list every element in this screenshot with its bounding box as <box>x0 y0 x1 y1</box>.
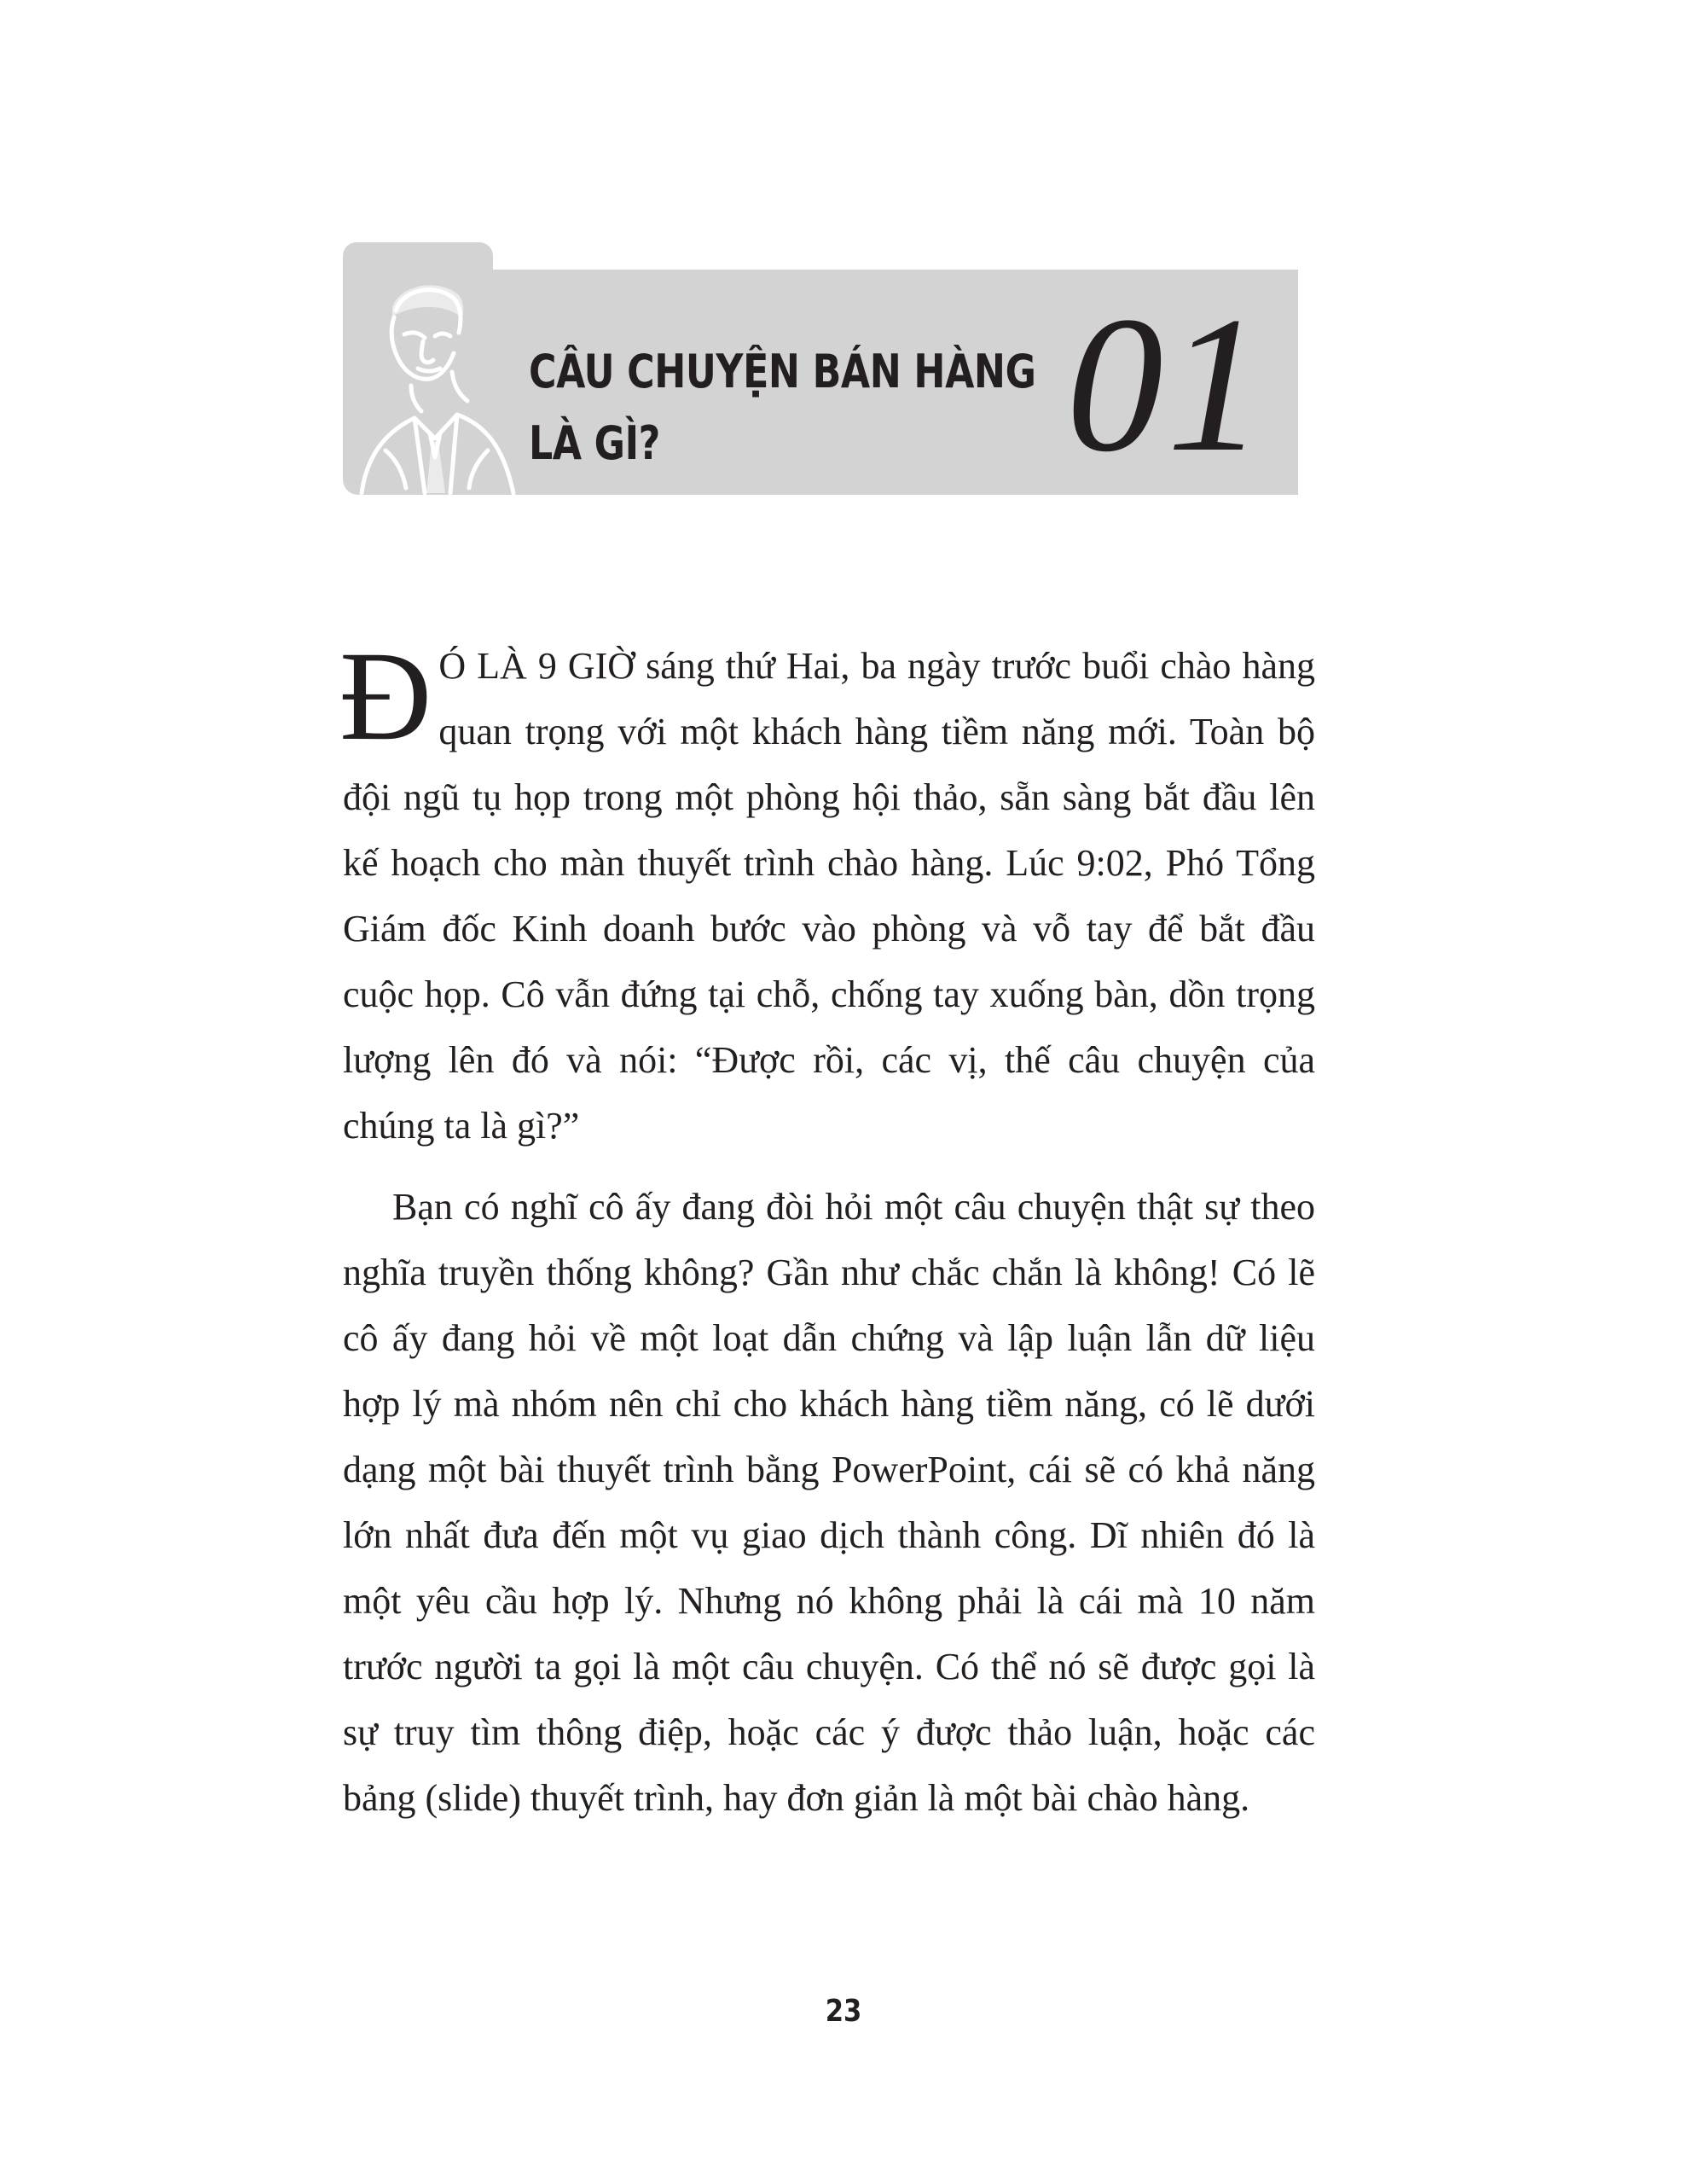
chapter-title-line-1: CÂU CHUYỆN BÁN HÀNG <box>529 345 1036 398</box>
man-portrait-icon <box>351 258 522 495</box>
chapter-title-line-2: LÀ GÌ? <box>529 416 660 470</box>
drop-cap: Đ <box>339 625 432 767</box>
paragraph-1 <box>339 625 1315 1159</box>
chapter-number: 01 <box>1066 277 1267 492</box>
body-text <box>339 625 1315 1831</box>
chapter-title <box>529 336 1036 479</box>
chapter-header <box>343 242 1298 495</box>
page-number: 23 <box>825 1994 862 2029</box>
paragraph-2: Bạn có nghĩ cô ấy đang đòi hỏi một câu chuyện thật sự theo nghĩa truyền thống không? Gần như chắc chắn là không! Có lẽ cô ấy đang hỏi về một loạt dẫn chứng và lập luận lẫn dữ liệu hợp lý mà nhóm nên chỉ cho khách hàng tiềm năng, có lẽ dưới dạng một bài thuyết trình bằng PowerPoint, cái sẽ có khả năng lớn nhất đưa đến một vụ giao dịch thành công. Dĩ nhiên đó là một yêu cầu hợp lý. Nhưng nó không phải là cái mà 10 năm trước người ta gọi là một câu chuyện. Có thể nó sẽ được gọi là sự truy tìm thông điệp, hoặc các ý được thảo luận, hoặc các bảng (slide) thuyết trình, hay đơn giản là một bài chào hàng. <box>343 1186 1315 1819</box>
paragraph-1-text: Ó LÀ 9 GIỜ sáng thứ Hai, ba ngày trước buổi chào hàng quan trọng với một khách hàng tiềm năng mới. Toàn bộ đội ngũ tụ họp trong một phòng hội thảo, sẵn sàng bắt đầu lên kế hoạch cho màn thuyết trình chào hàng. Lúc 9:02, Phó Tổng Giám đốc Kinh doanh bước vào phòng và vỗ tay để bắt đầu cuộc họp. Cô vẫn đứng tại chỗ, chống tay xuống bàn, dồn trọng lượng lên đó và nói: “Được rồi, các vị, thế câu chuyện của chúng ta là gì?” <box>343 645 1315 1147</box>
